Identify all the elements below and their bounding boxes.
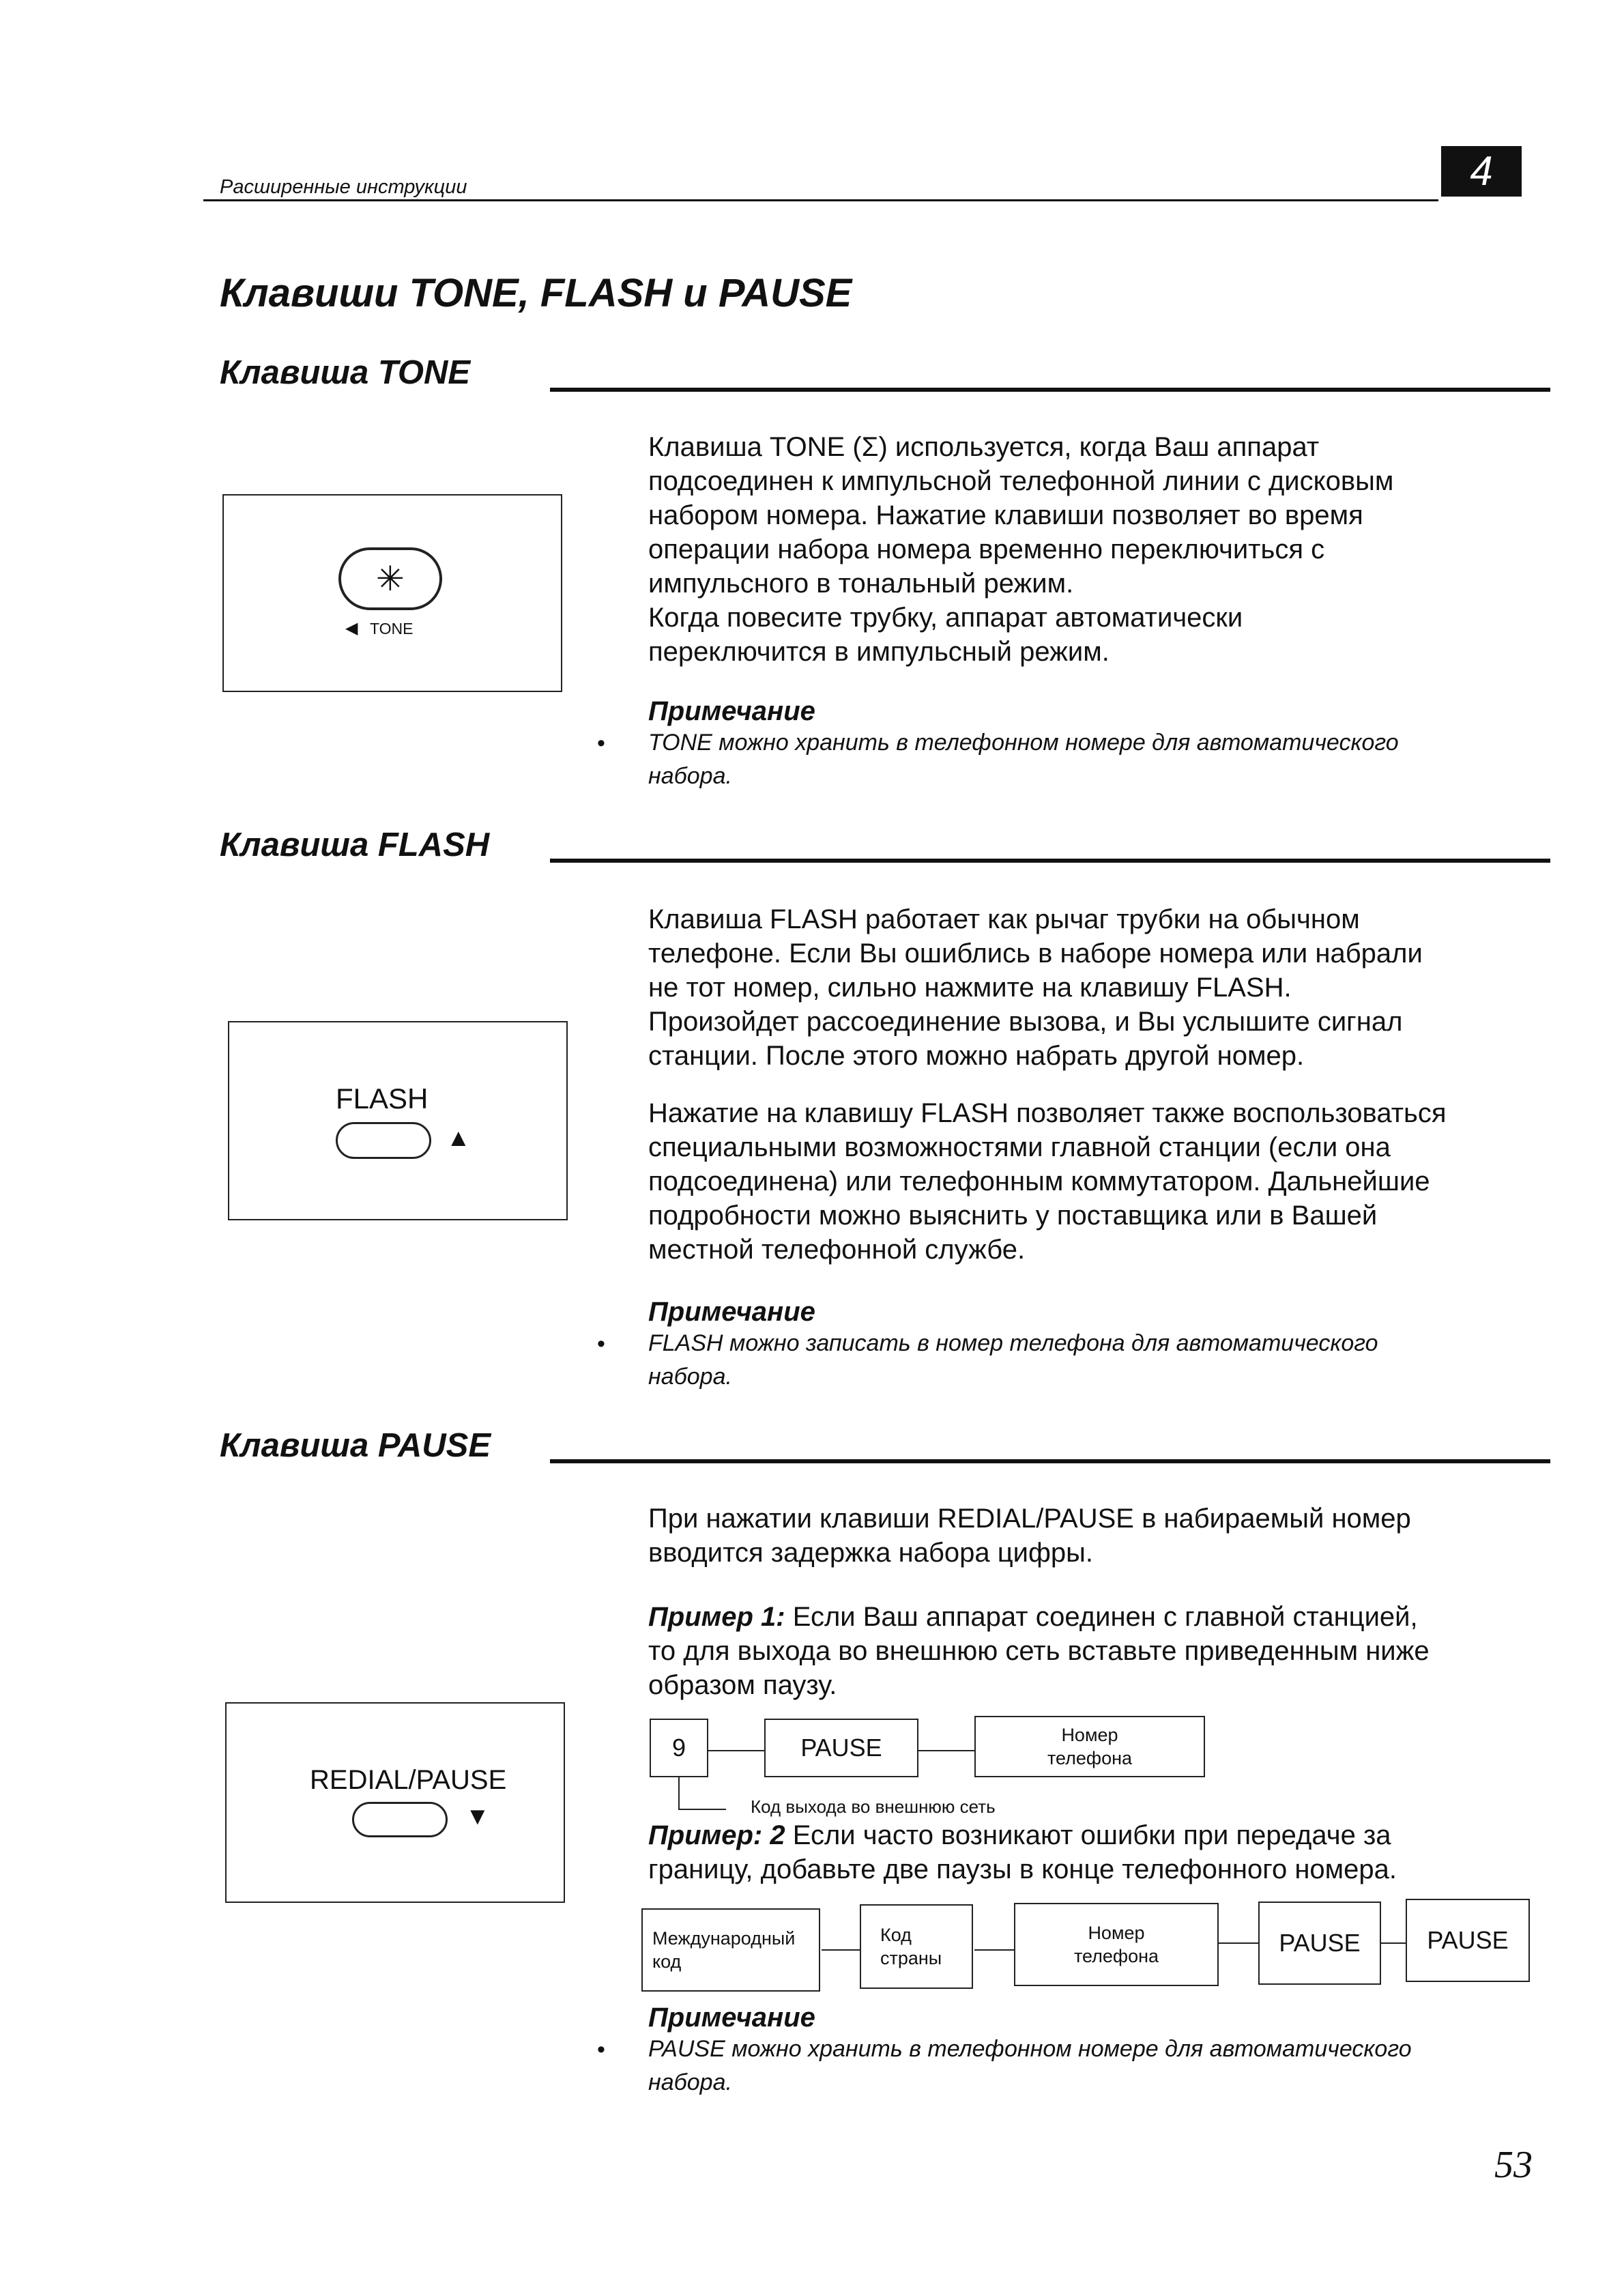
text-line: переключится в импульсный режим. (648, 637, 1110, 667)
note-line: набора. (648, 1364, 732, 1390)
text-line: телефоне. Если Вы ошиблись в наборе номера или набрали (648, 938, 1423, 968)
bullet: • (597, 1331, 605, 1357)
tone-note (648, 726, 1549, 793)
country-code-box (860, 1904, 973, 1989)
text-line: не тот номер, сильно нажмите на клавишу FLASH. (648, 973, 1292, 1003)
pause-note (648, 2033, 1549, 2099)
tone-section-title: Клавиша TONE (220, 354, 471, 391)
flash-note (648, 1327, 1549, 1394)
example-1-text: Если Ваш аппарат соединен с главной станцией, (785, 1602, 1418, 1632)
text-line: Клавиша TONE (Σ) используется, когда Ваш аппарат (648, 432, 1320, 462)
note-line: набора. (648, 2069, 732, 2095)
exit-code-caption: Код выхода во внешнюю сеть (751, 1796, 996, 1817)
pause-section-title: Клавиша PAUSE (220, 1427, 491, 1464)
bullet: • (597, 730, 605, 756)
note-line: TONE можно хранить в телефонном номере для автоматического (648, 730, 1399, 756)
example-2-label: Пример: 2 (648, 1820, 785, 1850)
text-line: операции набора номера временно переключиться с (648, 534, 1325, 564)
number-label-2: телефона (1073, 1946, 1159, 1966)
pause-intro (648, 1502, 1549, 1570)
flash-key-oval (336, 1122, 431, 1159)
flash-section-title: Клавиша FLASH (220, 827, 490, 863)
flash-key-label: FLASH (336, 1082, 429, 1115)
down-arrow-icon: ▼ (465, 1802, 490, 1830)
note-line: набора. (648, 763, 732, 789)
text-line: Клавиша FLASH работает как рычаг трубки на обычном (648, 904, 1360, 934)
pause-box-1: PAUSE (1258, 1902, 1381, 1985)
text-line: подробности можно выяснить у поставщика или в Вашей (648, 1201, 1378, 1231)
number-label-1: Номер (1088, 1923, 1145, 1943)
flash-key-illustration (228, 1021, 568, 1220)
flash-note-title: Примечание (648, 1297, 815, 1327)
tone-section-rule (550, 388, 1550, 392)
country-label-1: Код (880, 1925, 912, 1945)
pause-example-1 (648, 1600, 1549, 1702)
tone-key-label: TONE (370, 620, 414, 637)
intl-label-2: код (652, 1951, 682, 1972)
country-label-2: страны (880, 1948, 942, 1968)
text-line: При нажатии клавиши REDIAL/PAUSE в набираемый номер (648, 1504, 1411, 1534)
example-1-label: Пример 1: (648, 1602, 785, 1632)
text-line: подсоединен к импульсной телефонной линии с дисковым (648, 466, 1394, 496)
text-line: станции. После этого можно набрать другой номер. (648, 1041, 1305, 1071)
connector-line (822, 1949, 860, 1951)
redial-pause-key-label: REDIAL/PAUSE (310, 1765, 507, 1795)
connector-line (974, 1949, 1014, 1951)
caption-leader-line (678, 1809, 726, 1810)
number-label-2: телефона (1047, 1748, 1133, 1768)
pause-example-2 (648, 1818, 1549, 1886)
note-line: FLASH можно записать в номер телефона для автоматического (648, 1330, 1378, 1356)
text-line: то для выхода во внешнюю сеть вставьте приведенным ниже (648, 1636, 1430, 1666)
example-2-text: Если часто возникают ошибки при передаче за (785, 1820, 1391, 1850)
text-line: местной телефонной службе. (648, 1235, 1026, 1265)
page-number: 53 (1494, 2144, 1533, 2186)
connector-line (707, 1750, 764, 1751)
flash-description-2 (648, 1096, 1549, 1267)
connector-line (917, 1750, 974, 1751)
text-line (648, 1818, 1549, 1852)
left-arrow-icon: ◀ (345, 619, 358, 637)
flash-description (648, 902, 1549, 1073)
up-arrow-icon: ▲ (446, 1123, 471, 1151)
asterisk-icon: ✳ (376, 560, 405, 598)
tone-description (648, 430, 1549, 669)
text-line (648, 1600, 1549, 1634)
text-line: вводится задержка набора цифры. (648, 1538, 1094, 1568)
pause-box-2: PAUSE (1406, 1899, 1530, 1982)
connector-line (1217, 1942, 1258, 1944)
redial-pause-key-oval (352, 1802, 448, 1837)
number-label-1: Номер (1061, 1725, 1118, 1745)
text-line: Нажатие на клавишу FLASH позволяет также воспользоваться (648, 1098, 1447, 1128)
text-line: образом паузу. (648, 1670, 837, 1700)
caption-leader-line (678, 1776, 680, 1809)
international-code-box (641, 1908, 820, 1992)
bullet: • (597, 2037, 605, 2063)
text-line: подсоединена) или телефонным коммутатором. Дальнейшие (648, 1166, 1430, 1196)
page-title: Клавиши TONE, FLASH и PAUSE (220, 271, 852, 315)
tone-key-oval (338, 547, 442, 610)
connector-line (1380, 1942, 1406, 1944)
text-line: импульсного в тональный режим. (648, 569, 1074, 599)
tone-note-title: Примечание (648, 696, 815, 726)
note-line: PAUSE можно хранить в телефонном номере для автоматического (648, 2036, 1412, 2062)
pause-section-rule (550, 1459, 1550, 1463)
header-rule (203, 199, 1438, 201)
text-line: специальными возможностями главной станции (если она (648, 1132, 1391, 1162)
pause-box: PAUSE (764, 1719, 918, 1777)
exit-code-box: 9 (650, 1719, 708, 1777)
intl-label-1: Международный (652, 1928, 796, 1949)
phone-number-box-2 (1014, 1903, 1219, 1986)
tone-key-illustration (222, 494, 562, 692)
text-line: Когда повесите трубку, аппарат автоматически (648, 603, 1243, 633)
pause-note-title: Примечание (648, 2003, 815, 2033)
phone-number-box (974, 1716, 1205, 1777)
text-line: границу, добавьте две паузы в конце телефонного номера. (648, 1854, 1397, 1884)
chapter-badge: 4 (1441, 146, 1522, 197)
running-header: Расширенные инструкции (220, 176, 467, 198)
text-line: Произойдет рассоединение вызова, и Вы услышите сигнал (648, 1007, 1403, 1037)
text-line: набором номера. Нажатие клавиши позволяет во время (648, 500, 1363, 530)
redial-pause-key-illustration (225, 1702, 565, 1903)
flash-section-rule (550, 859, 1550, 863)
